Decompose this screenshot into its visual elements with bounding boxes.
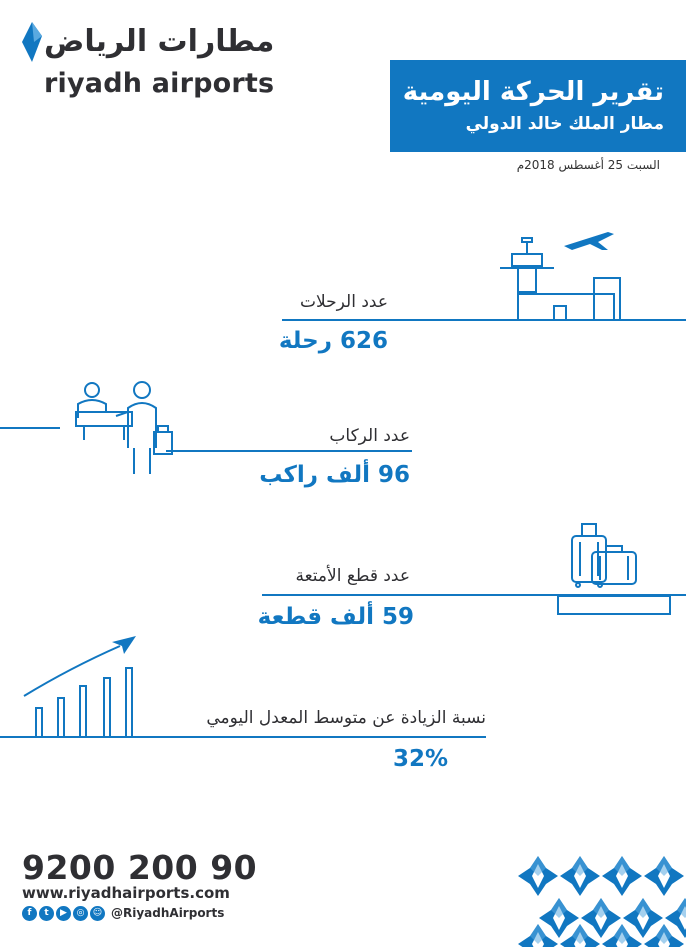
report-title: تقرير الحركة اليومية bbox=[402, 77, 664, 107]
brand-name-arabic: مطارات الرياض bbox=[44, 24, 275, 59]
website-link[interactable]: www.riyadhairports.com bbox=[22, 884, 230, 902]
twitter-icon[interactable]: t bbox=[39, 906, 54, 921]
logo-mark-icon bbox=[22, 22, 42, 62]
passengers-label: عدد الركاب bbox=[329, 426, 410, 446]
facebook-icon[interactable]: f bbox=[22, 906, 37, 921]
increase-label: نسبة الزيادة عن متوسط المعدل اليومي bbox=[206, 708, 486, 728]
growth-chart-icon bbox=[20, 634, 140, 738]
increase-divider bbox=[0, 736, 486, 738]
airport-name: مطار الملك خالد الدولي bbox=[465, 114, 664, 134]
passengers-divider-left bbox=[0, 427, 60, 429]
brand-name-english: riyadh airports bbox=[44, 68, 275, 99]
phone-number[interactable]: 9200 200 90 bbox=[22, 848, 258, 887]
baggage-divider bbox=[262, 594, 686, 596]
passenger-counter-icon bbox=[70, 378, 180, 478]
flights-value: 626 رحلة bbox=[278, 328, 388, 354]
report-date: السبت 25 أغسطس 2018م bbox=[516, 158, 660, 172]
luggage-icon bbox=[552, 518, 686, 616]
flights-divider bbox=[282, 319, 686, 321]
youtube-icon[interactable]: ▶ bbox=[56, 906, 71, 921]
report-title-box bbox=[390, 60, 686, 152]
passengers-divider bbox=[166, 450, 412, 452]
passengers-value: 96 ألف راكب bbox=[259, 462, 410, 488]
social-handle[interactable]: @RiyadhAirports bbox=[111, 906, 225, 920]
decorative-pattern bbox=[516, 852, 686, 947]
social-links bbox=[22, 904, 224, 922]
brand-logo bbox=[22, 22, 275, 112]
baggage-label: عدد قطع الأمتعة bbox=[295, 566, 410, 586]
airport-tower-plane-icon bbox=[498, 226, 628, 322]
baggage-value: 59 ألف قطعة bbox=[257, 604, 414, 630]
snapchat-icon[interactable]: ☺ bbox=[90, 906, 105, 921]
flights-label: عدد الرحلات bbox=[300, 292, 388, 312]
increase-value: 32% bbox=[392, 746, 448, 772]
instagram-icon[interactable]: ◎ bbox=[73, 906, 88, 921]
